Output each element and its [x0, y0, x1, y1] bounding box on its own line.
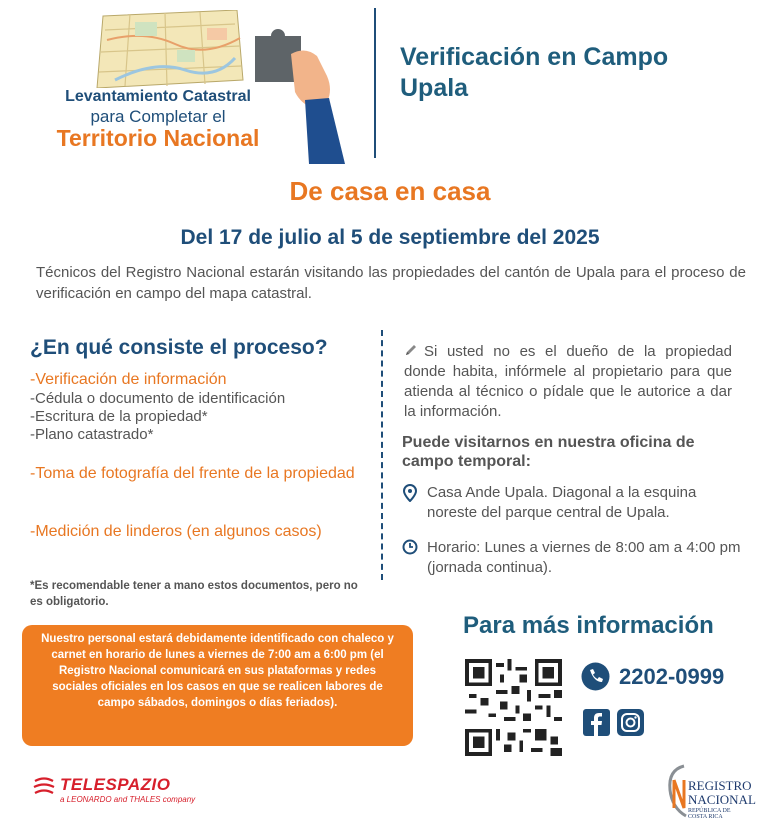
registro-nacional-line-2: NACIONAL: [688, 792, 756, 807]
map-illustration-icon: [95, 10, 245, 88]
owner-info-text: Si usted no es el dueño de la propiedad donde habita, infórmele al propietario para que atienda al técnico o pídale que le autorice a dar la información.: [404, 343, 732, 420]
owner-info-paragraph: [404, 342, 732, 422]
logo-line-1: Levantamiento Catastral: [65, 88, 251, 105]
office-hours: Horario: Lunes a viernes de 8:00 am a 4:00 pm (jornada continua).: [427, 539, 741, 576]
telespazio-wordmark: TELESPAZIO: [60, 775, 171, 794]
phone-number[interactable]: 2202-0999: [619, 664, 725, 689]
headline: De casa en casa: [289, 176, 491, 206]
header-title: [400, 42, 770, 104]
registro-nacional-logo-icon: [664, 764, 690, 820]
staff-notice-text: Nuestro personal estará debidamente identificado con chaleco y carnet en horario de lunes a viernes de 7:00 am a 6:00 pm (el Registro Nacional comunicará en sus plataformas y redes sociales oficiales en los casos en que se realicen labores de campo sábados, domingos o días feriados).: [41, 633, 394, 709]
step-photo: -Toma de fotografía del frente de la propiedad: [30, 465, 355, 482]
pencil-icon: [404, 343, 418, 357]
facebook-icon[interactable]: [583, 709, 610, 736]
office-title: Puede visitarnos en nuestra oficina de campo temporal:: [402, 434, 695, 470]
header-title-line-2: Upala: [400, 74, 469, 102]
intro-paragraph: Técnicos del Registro Nacional estarán visitando las propiedades del cantón de Upala para el proceso de verificación en campo del mapa catastral.: [36, 264, 746, 302]
phone-icon[interactable]: [581, 662, 610, 691]
step-measurement: -Medición de linderos (en algunos casos): [30, 523, 322, 540]
registro-nacional-line-3: REPÚBLICA DE: [688, 808, 731, 814]
instagram-icon[interactable]: [617, 709, 644, 736]
telespazio-tagline: a LEONARDO and THALES company: [60, 795, 196, 804]
logo-line-3: Territorio Nacional: [56, 125, 260, 151]
step-verification: -Verificación de información: [30, 371, 227, 388]
header-title-line-1: Verificación en Campo: [400, 43, 669, 71]
step-item-id: -Cédula o documento de identificación: [30, 390, 286, 407]
step-item-deed: -Escritura de la propiedad*: [30, 408, 208, 425]
registro-nacional-line-1: REGISTRO: [688, 778, 752, 793]
registro-nacional-line-4: COSTA RICA: [688, 814, 723, 820]
staff-notice-box: [22, 625, 413, 746]
process-title: ¿En qué consiste el proceso?: [30, 336, 328, 359]
contact-title: Para más información: [463, 612, 714, 639]
date-range: Del 17 de julio al 5 de septiembre del 2025: [180, 226, 600, 249]
telespazio-logo-icon: [32, 776, 56, 798]
step-item-plan: -Plano catastrado*: [30, 426, 154, 443]
office-address: Casa Ande Upala. Diagonal a la esquina noreste del parque central de Upala.: [427, 484, 697, 521]
column-divider: [381, 330, 383, 580]
documents-note: *Es recomendable tener a mano estos documentos, pero no es obligatorio.: [30, 580, 358, 608]
logo-line-2: para Completar el: [90, 107, 226, 126]
clock-icon: [402, 539, 418, 555]
header-divider: [374, 8, 376, 158]
location-pin-icon: [402, 484, 418, 502]
qr-code[interactable]: [465, 659, 562, 756]
